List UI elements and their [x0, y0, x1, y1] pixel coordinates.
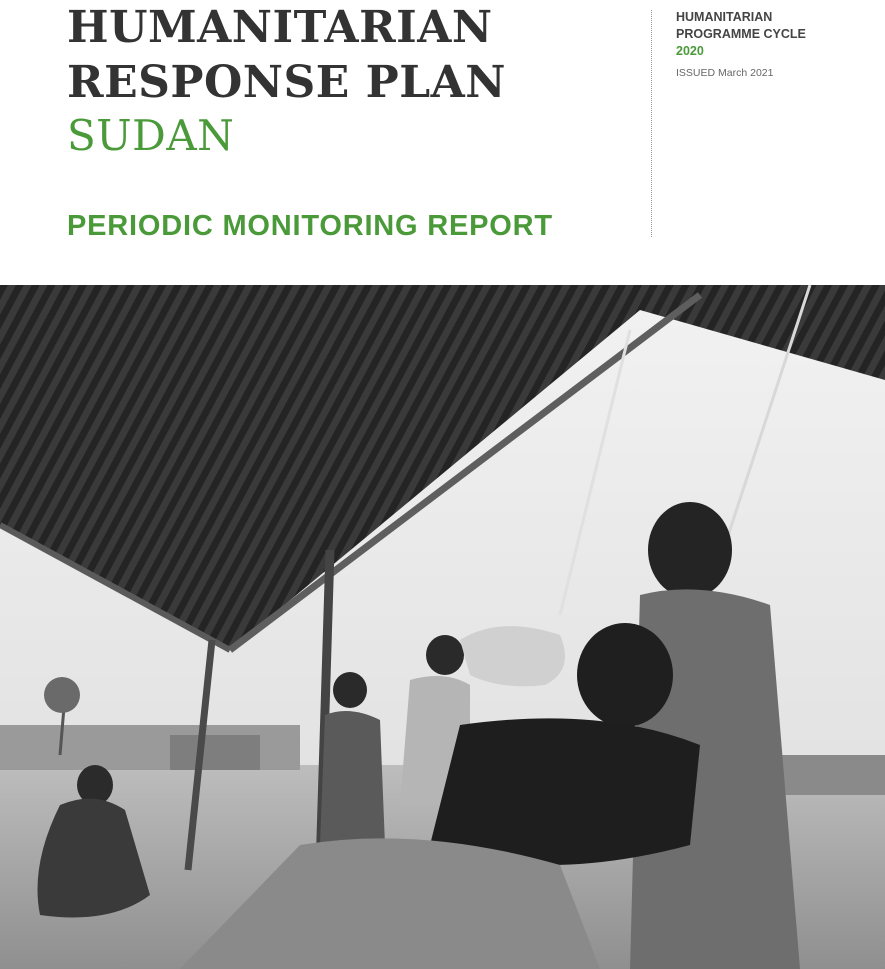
issued-date: ISSUED March 2021 [676, 67, 774, 79]
cover-header [0, 0, 885, 285]
programme-label-line-1: HUMANITARIAN [676, 10, 773, 24]
title-line-1: HUMANITARIAN [67, 2, 493, 53]
programme-cycle-block [676, 9, 806, 79]
report-subtitle: PERIODIC MONITORING REPORT [67, 210, 553, 242]
dotted-divider [651, 10, 652, 237]
title-line-2: RESPONSE PLAN [67, 57, 507, 108]
cover-photo-illustration [0, 285, 885, 969]
cover-photo [0, 285, 885, 969]
country-name: SUDAN [67, 111, 235, 160]
programme-label-line-2: PROGRAMME CYCLE [676, 27, 806, 41]
programme-year: 2020 [676, 44, 704, 58]
